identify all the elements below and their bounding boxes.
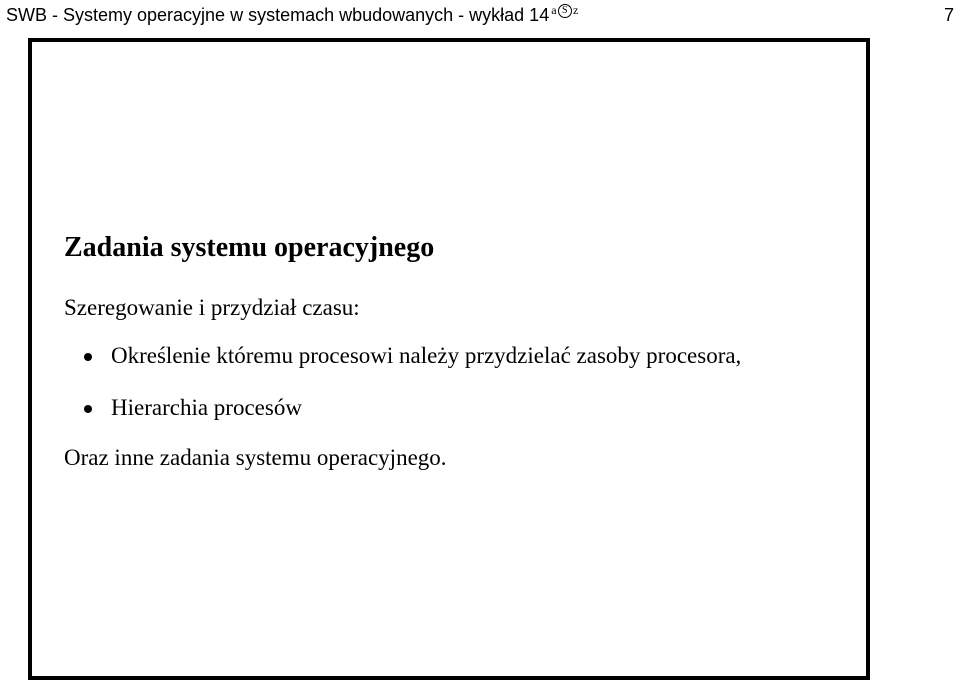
- author-mark: [551, 3, 579, 17]
- author-mark-circled: S: [558, 4, 572, 18]
- page-header: [6, 2, 954, 28]
- page-number: 7: [943, 5, 954, 25]
- bullet-dot-icon: [84, 405, 92, 413]
- bullet-text: Hierarchia procesów: [111, 395, 302, 420]
- author-mark-right: z: [573, 3, 579, 17]
- bullet-text: Określenie któremu procesowi należy przydzielać zasoby procesora,: [111, 343, 742, 368]
- document-title: [6, 2, 579, 30]
- slide-heading: Zadania systemu operacyjnego: [64, 232, 435, 263]
- intro-paragraph: Szeregowanie i przydział czasu:: [64, 295, 360, 320]
- slide-frame: [28, 38, 870, 680]
- document-title-text: SWB - Systemy operacyjne w systemach wbudowanych - wykład 14: [6, 5, 550, 25]
- closing-paragraph: Oraz inne zadania systemu operacyjnego.: [64, 445, 447, 470]
- bullet-dot-icon: [84, 353, 92, 361]
- author-mark-left: a: [551, 3, 558, 17]
